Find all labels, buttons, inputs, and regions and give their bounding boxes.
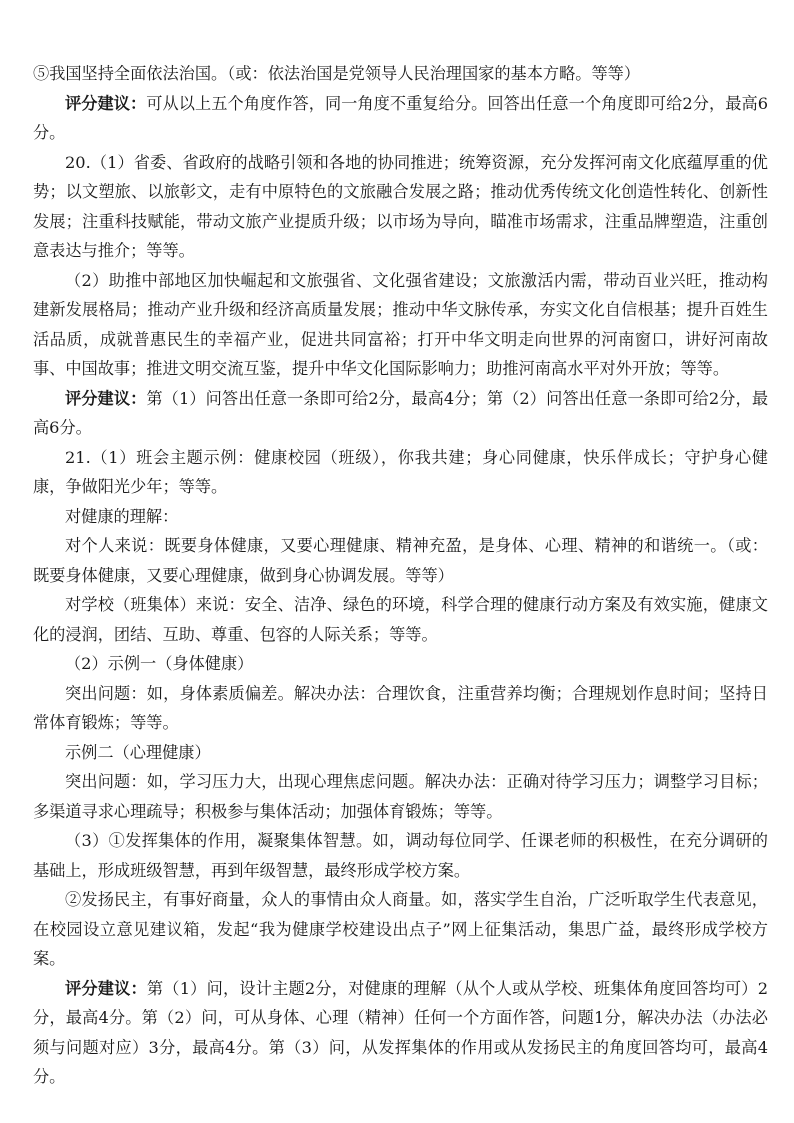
answer-line: 对健康的理解： — [65, 506, 179, 526]
answer-line: 示例二（心理健康） — [65, 742, 211, 762]
scoring-text: 第（1）问答出任意一条即可给2分，最高4分；第（2）问答出任意一条即可给2分，最高6分。 — [33, 388, 769, 437]
scoring-suggestion — [33, 974, 768, 1092]
answer-line: 21.（1）班会主题示例：健康校园（班级），你我共建；身心同健康，快乐伴成长；守护身心健康，争做阳光少年；等等。 — [33, 447, 768, 496]
scoring-suggestion — [33, 89, 768, 148]
answer-line: 对学校（班集体）来说：安全、洁净、绿色的环境，科学合理的健康行动方案及有效实施，健康文化的浸润，团结、互助、尊重、包容的人际关系；等等。 — [33, 595, 768, 644]
scoring-text: 可从以上五个角度作答，同一角度不重复给分。回答出任意一个角度即可给2分，最高6分。 — [33, 93, 768, 142]
scoring-suggestion — [33, 384, 768, 443]
answer-line: 对个人来说：既要身体健康，又要心理健康、精神充盈，是身体、心理、精神的和谐统一。（或：既要身体健康，又要心理健康，做到身心协调发展。等等） — [33, 536, 768, 585]
answer-line: 突出问题：如，学习压力大，出现心理焦虑问题。解决办法：正确对待学习压力；调整学习目标；多渠道寻求心理疏导；积极参与集体活动；加强体育锻炼；等等。 — [33, 772, 768, 821]
answer-line: （3）①发挥集体的作用，凝聚集体智慧。如，调动每位同学、任课老师的积极性，在充分调研的基础上，形成班级智慧，再到年级智慧，最终形成学校方案。 — [33, 831, 768, 880]
answer-line: ⑤我国坚持全面依法治国。（或：依法治国是党领导人民治理国家的基本方略。等等） — [33, 64, 641, 83]
answer-line: 20.（1）省委、省政府的战略引领和各地的协同推进；统筹资源，充分发挥河南文化底蕴厚重的优势；以文塑旅、以旅彰文，走有中原特色的文旅融合发展之路；推动优秀传统文化创造性转化、创新性发展；注重科技赋能，带动文旅产业提质升级；以市场为导向，瞄准市场需求，注重品牌塑造，注重创意表达与推介；等等。 — [33, 152, 768, 260]
scoring-label: 评分建议： — [65, 93, 147, 113]
answer-line: （2）示例一（身体健康） — [65, 654, 254, 673]
answer-line: ②发扬民主，有事好商量，众人的事情由众人商量。如，落实学生自治，广泛听取学生代表意见，在校园设立意见建议箱，发起“我为健康学校建设出点子”网上征集活动，集思广益，最终形成学校方案。 — [33, 890, 768, 968]
scoring-label: 评分建议： — [65, 388, 147, 408]
scoring-label: 评分建议： — [65, 978, 147, 998]
answer-key-content — [33, 59, 768, 1092]
scoring-text: 第（1）问，设计主题2分，对健康的理解（从个人或从学校、班集体角度回答均可）2分，最高4分。第（2）问，可从身体、心理（精神）任何一个方面作答，问题1分，解决办法（办法必须与问题对应）3分，最高4分。第（3）问，从发挥集体的作用或从发扬民主的角度回答均可，最高4分。 — [33, 978, 768, 1086]
answer-line: 突出问题：如，身体素质偏差。解决办法：合理饮食，注重营养均衡；合理规划作息时间；坚持日常体育锻炼；等等。 — [33, 683, 768, 732]
answer-line: （2）助推中部地区加快崛起和文旅强省、文化强省建设；文旅激活内需，带动百业兴旺，推动构建新发展格局；推动产业升级和经济高质量发展；推动中华文脉传承，夯实文化自信根基；提升百姓生活品质，成就普惠民生的幸福产业，促进共同富裕；打开中华文明走向世界的河南窗口，讲好河南故事、中国故事；推进文明交流互鉴，提升中华文化国际影响力；助推河南高水平对外开放；等等。 — [33, 270, 768, 378]
